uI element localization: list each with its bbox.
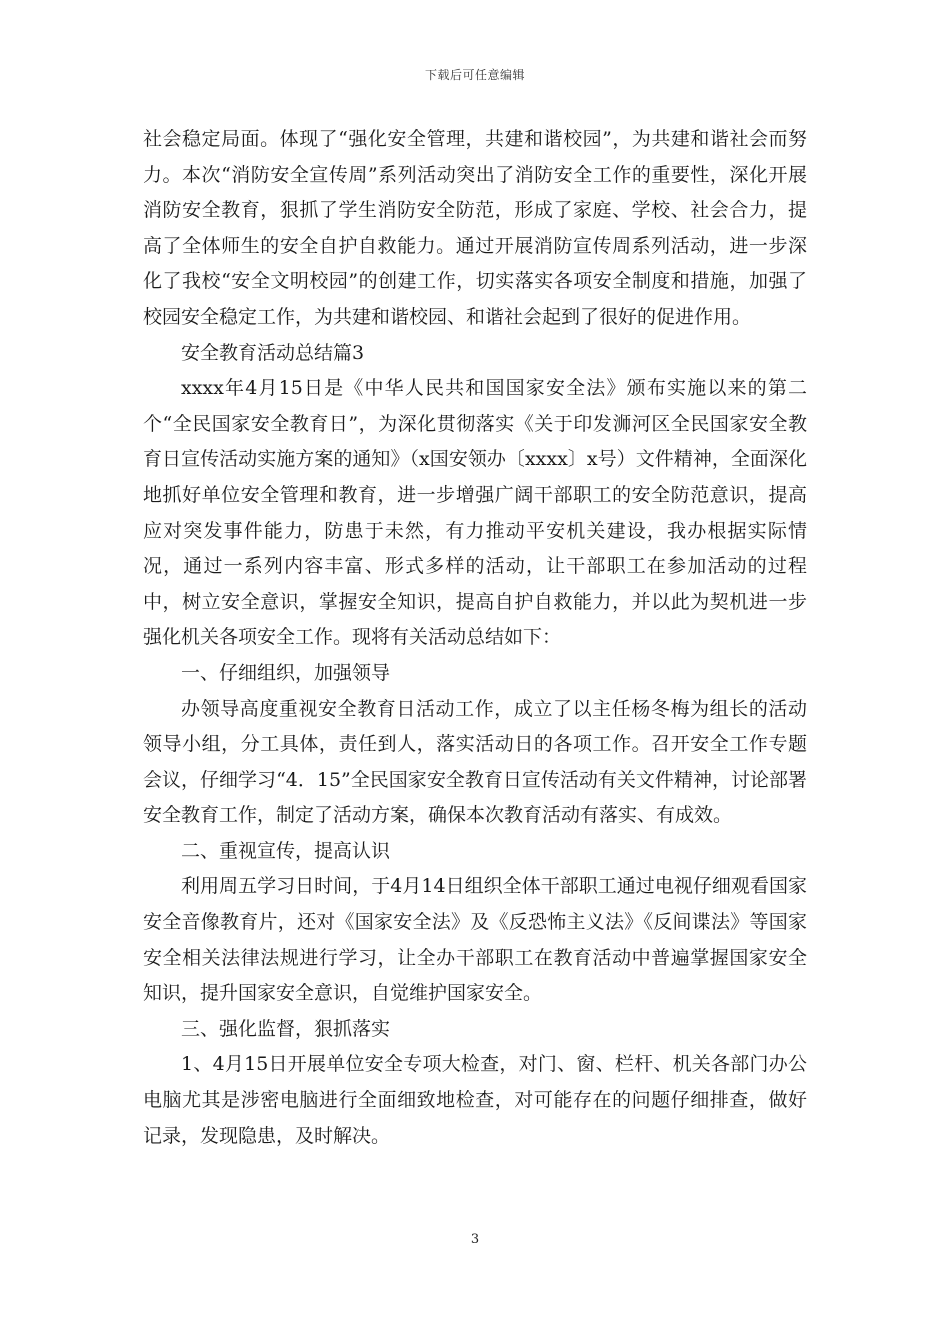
heading-organize: 一、仔细组织，加强领导 xyxy=(181,661,391,684)
paragraph-organize: 办领导高度重视安全教育日活动工作，成立了以主任杨冬梅为组长的活动领导小组，分工具体，责任到人，落实活动日的各项工作。召开安全工作专题会议，仔细学习“4．15”全民国家安全教育日宣传活动有关文件精神，讨论部署安全教育工作，制定了活动方案，确保本次教育活动有落实、有成效。 xyxy=(143,697,807,827)
document-body xyxy=(143,122,807,1154)
paragraph-continuation: 社会稳定局面。体现了“强化安全管理，共建和谐校园”，为共建和谐社会而努力。本次“消防安全宣传周”系列活动突出了消防安全工作的重要性，深化开展消防安全教育，狠抓了学生消防安全防范，形成了家庭、学校、社会合力，提高了全体师生的安全自护自救能力。通过开展消防宣传周系列活动，进一步深化了我校“安全文明校园”的创建工作，切实落实各项安全制度和措施，加强了校园安全稳定工作，为共建和谐校园、和谐社会起到了很好的促进作用。 xyxy=(143,128,807,328)
paragraph-supervision: 1、4月15日开展单位安全专项大检查，对门、窗、栏杆、机关各部门办公电脑尤其是涉密电脑进行全面细致地检查，对可能存在的问题仔细排查，做好记录，发现隐患，及时解决。 xyxy=(143,1053,807,1147)
page-number: 3 xyxy=(470,1232,480,1247)
heading-supervision: 三、强化监督，狠抓落实 xyxy=(181,1017,391,1040)
section-title: 安全教育活动总结篇3 xyxy=(181,341,365,364)
paragraph-publicity: 利用周五学习日时间，于4月14日组织全体干部职工通过电视仔细观看国家安全音像教育片，还对《国家安全法》及《反恐怖主义法》《反间谍法》等国家安全相关法律法规进行学习，让全办干部职工在教育活动中普遍掌握国家安全知识，提升国家安全意识，自觉维护国家安全。 xyxy=(143,875,807,1005)
heading-publicity: 二、重视宣传，提高认识 xyxy=(181,839,391,862)
paragraph-intro: xxxx年4月15日是《中华人民共和国国家安全法》颁布实施以来的第二个“全民国家安全教育日”，为深化贯彻落实《关于印发浉河区全民国家安全教育日宣传活动实施方案的通知》（x国安领办〔xxxx〕x号）文件精神，全面深化地抓好单位安全管理和教育，进一步增强广阔干部职工的安全防范意识，提高应对突发事件能力，防患于未然，有力推动平安机关建设，我办根据实际情况，通过一系列内容丰富、形式多样的活动，让干部职工在参加活动的过程中，树立安全意识，掌握安全知识，提高自护自救能力，并以此为契机进一步强化机关各项安全工作。现将有关活动总结如下： xyxy=(143,377,807,649)
page-header-note: 下载后可任意编辑 xyxy=(424,68,525,82)
